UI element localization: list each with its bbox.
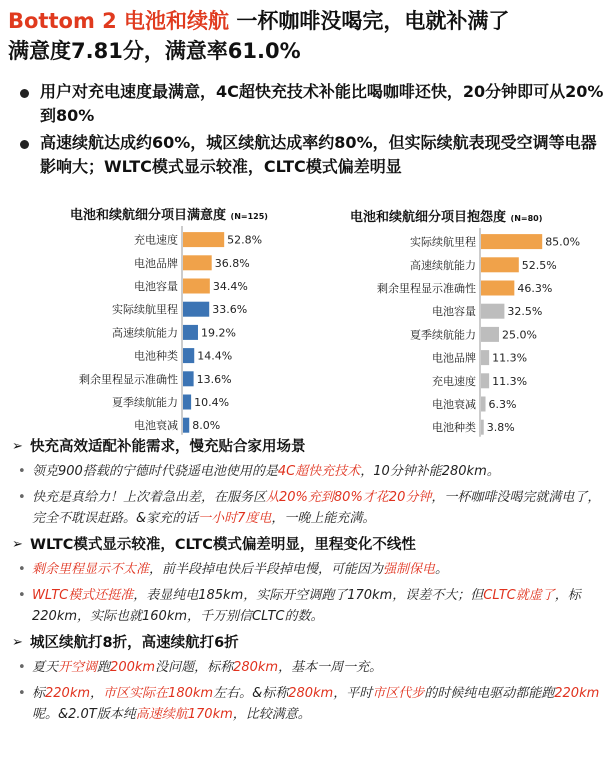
highlight-text: 220km — [554, 686, 600, 701]
bar — [183, 325, 198, 340]
summary-bullet — [18, 131, 608, 179]
bar — [183, 232, 224, 247]
satisfaction-chart — [70, 204, 330, 433]
bullet-icon: • — [18, 562, 26, 577]
quote-item — [12, 683, 612, 725]
bar — [481, 304, 504, 319]
satisfaction-chart-svg — [70, 224, 330, 433]
chart-title — [350, 206, 610, 225]
title-prefix: Bottom 2 电池和续航 — [8, 9, 230, 33]
value-label: 52.8% — [227, 233, 263, 247]
bar — [183, 255, 212, 270]
quote-item — [12, 487, 612, 529]
highlight-text: 280km — [288, 686, 334, 701]
bullet-icon: • — [18, 588, 26, 603]
quote-text: 左右。&标称 — [213, 686, 289, 701]
quote-text: ，10分钟补能280km。 — [360, 464, 500, 479]
quote-text: ，表显纯电185km，实际开空调跑了170km，误差不大；但 — [133, 588, 484, 603]
value-label: 32.5% — [507, 305, 543, 319]
value-label: 8.0% — [192, 419, 221, 433]
category-label: 实际续航里程 — [410, 235, 476, 249]
category-label: 电池容量 — [432, 305, 476, 319]
quote-text: ，一杯咖啡没喝完就满电了，完全不耽误赶路。&家充的话 — [32, 490, 601, 526]
chart-title — [70, 204, 330, 223]
quote-text: 标 — [32, 686, 46, 701]
value-label: 14.4% — [197, 349, 233, 363]
highlight-text: 市区实际在180km — [103, 686, 214, 701]
arrow-icon: ➢ — [12, 635, 23, 650]
complaint-chart — [350, 206, 610, 435]
summary-bullet-text: 高速续航达成约60%，城区续航达成率约80%，但实际续航表现受空调等电器影响大；WLTC模式显示较准，CLTC模式偏差明显 — [40, 133, 597, 176]
bar — [481, 397, 486, 412]
section-heading — [12, 632, 612, 654]
chart-sample-note: (N=80) — [510, 214, 543, 223]
bullet-dot-icon — [20, 140, 29, 149]
title-line-2: 满意度7.81分，满意率61.0% — [8, 39, 301, 63]
complaint-chart-svg — [350, 226, 610, 435]
highlight-text: 280km — [233, 660, 279, 675]
quote-text: 快充是真给力！上次着急出差，在服务区 — [32, 490, 267, 505]
detail-sections — [12, 432, 612, 730]
quote-text: 没问题，标称 — [155, 660, 234, 675]
bullet-icon: • — [18, 490, 26, 505]
category-label: 电池容量 — [134, 280, 178, 293]
category-label: 实际续航里程 — [112, 303, 178, 317]
value-label: 11.3% — [492, 374, 528, 388]
highlight-text: 200km — [110, 660, 156, 675]
highlight-text: 一小时7度电 — [198, 511, 272, 526]
title-rest: 一杯咖啡没喝完，电就补满了 — [229, 9, 510, 33]
highlight-text: 市区代步 — [372, 686, 425, 701]
value-label: 34.4% — [212, 280, 248, 293]
category-label: 电池品牌 — [432, 351, 476, 365]
highlight-text: 从20%充到80%才花20分钟 — [266, 490, 432, 505]
arrow-icon: ➢ — [12, 439, 23, 454]
category-label: 电池种类 — [134, 349, 178, 363]
category-label: 充电速度 — [432, 374, 476, 388]
value-label: 11.3% — [492, 351, 528, 365]
highlight-text: WLTC模式还挺准 — [32, 588, 134, 603]
category-label: 剩余里程显示准确性 — [79, 372, 178, 386]
value-label: 85.0% — [545, 235, 581, 249]
title-line-1 — [8, 6, 608, 36]
quote-text: 夏天 — [32, 660, 59, 675]
bar — [481, 350, 489, 365]
category-label: 电池种类 — [432, 421, 476, 435]
chart-title-text: 电池和续航细分项目抱怨度 — [350, 210, 507, 225]
bar — [183, 418, 189, 433]
arrow-icon: ➢ — [12, 537, 23, 552]
category-label: 高速续航能力 — [410, 258, 476, 272]
quote-text: 呢。&2.0T版本纯 — [32, 707, 136, 722]
category-label: 电池衰减 — [134, 419, 178, 433]
bar — [481, 373, 489, 388]
quote-text: 。 — [435, 562, 449, 577]
quote-text: ， — [90, 686, 104, 701]
highlight-text: 剩余里程显示不太准 — [32, 562, 150, 577]
highlight-text: 220km — [45, 686, 91, 701]
section-heading — [12, 436, 612, 458]
quote-item — [12, 559, 612, 580]
bullet-icon: • — [18, 660, 26, 675]
section-heading-text: WLTC模式显示较准，CLTC模式偏差明显，里程变化不线性 — [30, 537, 416, 553]
value-label: 6.3% — [488, 398, 517, 411]
value-label: 36.8% — [214, 256, 250, 270]
quote-text: ，一晚上能充满。 — [271, 511, 376, 526]
category-label: 剩余里程显示准确性 — [377, 282, 476, 295]
section-heading-text: 城区续航打8折，高速续航打6折 — [30, 635, 239, 651]
section-heading-text: 快充高效适配补能需求，慢充贴合家用场景 — [30, 439, 306, 455]
summary-bullets — [18, 80, 608, 182]
value-label: 33.6% — [212, 303, 248, 317]
bullet-icon: • — [18, 686, 26, 701]
bar — [481, 327, 499, 342]
bar — [481, 257, 519, 272]
bullet-dot-icon — [20, 89, 29, 98]
category-label: 高速续航能力 — [112, 326, 178, 340]
highlight-text: 4C超快充技术 — [277, 464, 361, 479]
quote-text: ，前半段掉电快后半段掉电慢，可能因为 — [149, 562, 384, 577]
quote-text: ，平时 — [333, 686, 373, 701]
value-label: 52.5% — [521, 258, 557, 272]
category-label: 电池品牌 — [134, 256, 178, 270]
quote-text: 领克900搭载的宁德时代骁遥电池使用的是 — [32, 464, 278, 479]
section-heading — [12, 534, 612, 556]
category-label: 夏季续航能力 — [410, 328, 476, 342]
category-label: 电池衰减 — [432, 398, 476, 411]
summary-bullet — [18, 80, 608, 128]
quote-text: 跑 — [97, 660, 111, 675]
bar — [183, 371, 194, 386]
highlight-text: CLTC就虚了 — [483, 588, 555, 603]
bullet-icon: • — [18, 464, 26, 479]
quote-text: ，标220km，实际也就160km，千万别信CLTC的数。 — [32, 588, 581, 624]
highlight-text: 开空调 — [58, 660, 98, 675]
quote-text: ，基本一周一充。 — [278, 660, 383, 675]
quote-item — [12, 461, 612, 482]
highlight-text: 强制保电 — [383, 562, 436, 577]
value-label: 46.3% — [517, 282, 553, 295]
category-label: 夏季续航能力 — [112, 396, 178, 409]
highlight-text: 高速续航170km — [135, 707, 233, 722]
chart-title-text: 电池和续航细分项目满意度 — [70, 208, 227, 223]
bar — [183, 395, 191, 410]
bar — [183, 348, 194, 363]
bar — [481, 281, 514, 296]
chart-sample-note: (N=125) — [230, 212, 268, 221]
bar — [183, 302, 209, 317]
value-label: 25.0% — [502, 328, 537, 342]
summary-bullet-text: 用户对充电速度最满意，4C超快充技术补能比喝咖啡还快，20分钟即可从20%到80% — [40, 82, 604, 125]
quote-text: 的时候纯电驱动都能跑 — [424, 686, 555, 701]
quote-item — [12, 585, 612, 627]
bar — [481, 234, 542, 249]
quote-text: ，比较满意。 — [232, 707, 311, 722]
value-label: 3.8% — [486, 421, 515, 435]
quote-item — [12, 657, 612, 678]
value-label: 19.2% — [200, 326, 236, 340]
category-label: 充电速度 — [134, 233, 178, 247]
value-label: 10.4% — [194, 396, 230, 409]
page-title — [8, 6, 608, 66]
value-label: 13.6% — [196, 372, 232, 386]
bar — [183, 279, 210, 294]
